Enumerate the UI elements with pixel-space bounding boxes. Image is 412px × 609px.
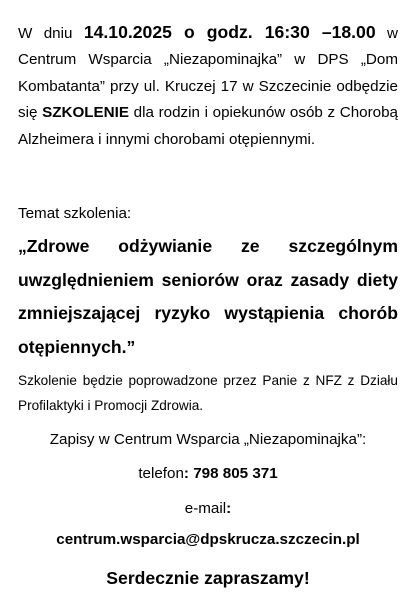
intro-text-part2: dla rodzin i opiekunów osób z Chorobą Alzheimera i innymi chorobami otępiennymi.: [18, 104, 398, 148]
intro-prefix: W dniu: [18, 25, 84, 42]
email-address: centrum.wsparcia@dpskrucza.szczecin.pl: [56, 531, 360, 548]
intro-paragraph: [18, 19, 398, 153]
event-keyword: SZKOLENIE: [42, 104, 129, 122]
email-label: e-mail: [184, 500, 227, 517]
phone-line: [18, 464, 398, 484]
email-label-colon: :: [226, 500, 232, 517]
intro-text-part1: w Centrum Wsparcia „Niezapominajka” w DPS „Dom Kombatanta” przy ul. Kruczej 17 w Szczecinie odbędzie się: [18, 25, 399, 122]
closing-invitation: Serdecznie zapraszamy!: [106, 568, 310, 588]
topic-label: Temat szkolenia:: [18, 205, 132, 222]
topic-title: „Zdrowe odżywianie ze szczególnym uwzględnieniem seniorów oraz zasady diety zmniejszającej ryzyko wystąpienia chorób otępiennych.”: [18, 236, 398, 357]
event-date-time: 14.10.2025 o godz. 16:30 –18.00: [83, 22, 376, 42]
phone-number: : 798 805 371: [183, 465, 278, 482]
registration-text: Zapisy w Centrum Wsparcia „Niezapominajka”:: [49, 431, 367, 448]
trainer-note: Szkolenie będzie poprowadzone przez Panie z NFZ z Działu Profilaktyki i Promocji Zdrowia.: [18, 373, 398, 413]
phone-label: telefon: [138, 465, 184, 482]
email-label-line: [18, 499, 398, 519]
